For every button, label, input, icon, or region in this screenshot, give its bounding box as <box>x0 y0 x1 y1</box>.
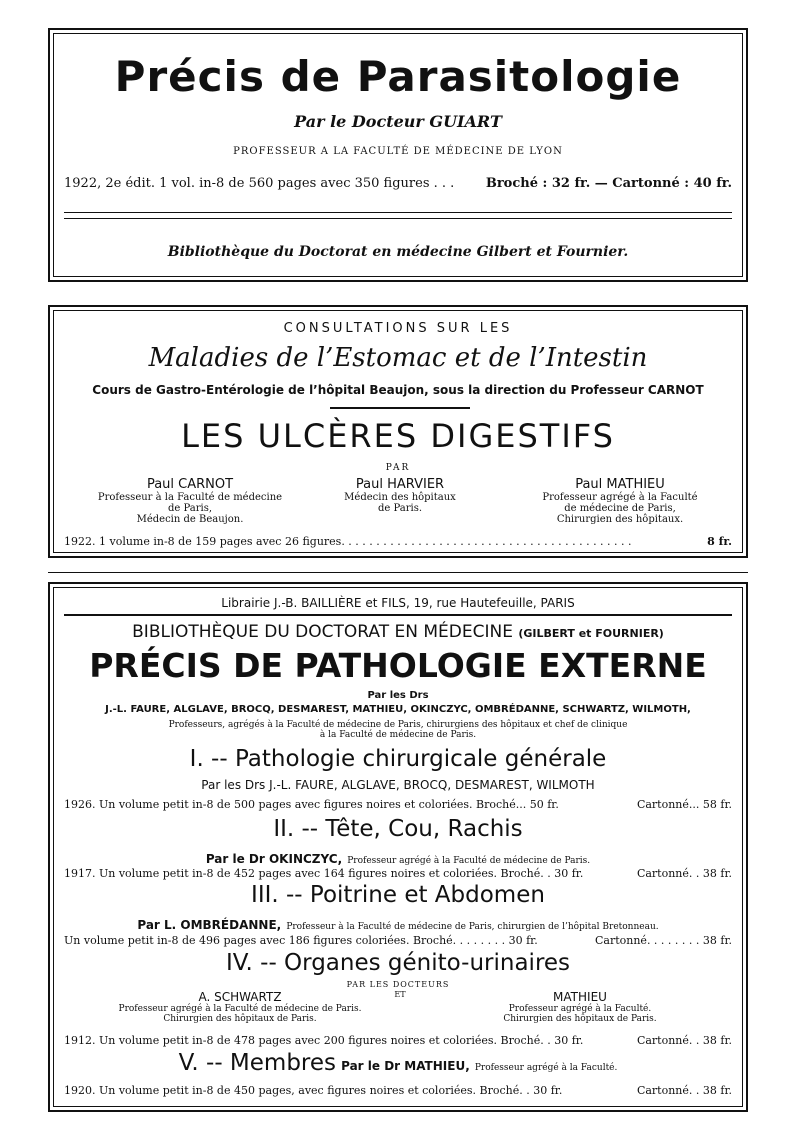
author-name: Paul HARVIER <box>355 477 445 492</box>
author-desc: de médecine de Paris, <box>564 503 676 514</box>
short-rule <box>330 407 470 409</box>
price: Cartonné. . 38 fr. <box>636 1034 732 1047</box>
volume-5-publication <box>64 1084 732 1097</box>
author-mathieu <box>450 990 710 1024</box>
authors-list: J.-L. FAURE, ALGLAVE, BROCQ, DESMAREST, MATHIEU, OKINCZYC, OMBRÉDANNE, SCHWARTZ, WILMOTH, <box>105 704 691 715</box>
author-name: Paul MATHIEU <box>575 477 665 492</box>
price: Cartonné... 58 fr. <box>636 798 732 811</box>
author-desc: de Paris, <box>167 503 213 514</box>
publisher-line: Librairie J.-B. BAILLIÈRE et FILS, 19, rue Hautefeuille, PARIS <box>221 596 575 610</box>
volume-1-authors: Par les Drs J.-L. FAURE, ALGLAVE, BROCQ, DESMAREST, WILMOTH <box>201 778 595 792</box>
volume-2-publication <box>64 867 732 880</box>
author-desc: Chirurgien des hôpitaux de Paris. <box>503 1014 657 1024</box>
author-desc: Chirurgien des hôpitaux de Paris. <box>163 1014 317 1024</box>
series-editors: (GILBERT et FOURNIER) <box>518 627 664 640</box>
author-desc: Chirurgien des hôpitaux. <box>556 514 684 525</box>
series-line <box>50 622 746 642</box>
ulceres-ad <box>48 305 748 558</box>
author-desc: Professeur à la Faculté de médecine <box>97 492 283 503</box>
volume-3-author-line <box>50 914 746 933</box>
price: Broché : 32 fr. — Cartonné : 40 fr. <box>485 176 732 191</box>
price: 8 fr. <box>707 535 732 548</box>
book-title: PRÉCIS DE PATHOLOGIE EXTERNE <box>89 646 707 685</box>
volume-2-title: II. -- Tête, Cou, Rachis <box>273 816 523 842</box>
series-name: Bibliothèque du Doctorat en médecine Gilbert et Fournier. <box>167 244 629 260</box>
author-carnot <box>90 477 290 525</box>
author-desc: Professeur agrégé à la Faculté <box>542 492 698 503</box>
publication-details: Un volume petit in-8 de 496 pages avec 186 figures coloriées. Broché. . . . . . . . 30 fr. <box>64 934 538 947</box>
publication-details: 1926. Un volume petit in-8 de 500 pages avec figures noires et coloriées. Broché... 50 fr. <box>64 798 559 811</box>
par-les: Par les Drs <box>367 690 429 701</box>
volume-4-publication <box>64 1034 732 1047</box>
volume-4-title: IV. -- Organes génito-urinaires <box>225 950 571 976</box>
author-schwartz <box>90 990 390 1024</box>
publication-details: 1922. 1 volume in-8 de 159 pages avec 26 figures. . . . . . . . . . . . . . . . . . . . . . . . . . . . . . . . . . . . . . . . . . <box>64 535 632 548</box>
author-desc: Médecin des hôpitaux <box>344 492 456 503</box>
volume-2-author-line <box>50 848 746 867</box>
series-name: BIBLIOTHÈQUE DU DOCTORAT EN MÉDECINE <box>132 622 513 642</box>
authors-desc: à la Faculté de médecine de Paris. <box>319 730 477 740</box>
volume-3-publication <box>64 934 732 947</box>
volume-5-title: V. -- Membres <box>178 1050 337 1076</box>
author-desc: Professeur agrégé à la Faculté de médecine de Paris. <box>118 1004 362 1014</box>
par-les-docteurs: PAR LES DOCTEURS <box>346 980 450 989</box>
authors-desc: Professeurs, agrégés à la Faculté de médecine de Paris, chirurgiens des hôpitaux et chef de clinique <box>168 720 628 730</box>
author-name: Paul CARNOT <box>146 477 234 492</box>
price: Cartonné. . . . . . . . 38 fr. <box>594 934 732 947</box>
parasitologie-ad <box>48 28 748 282</box>
author-desc: Professeur agrégé à la Faculté. <box>508 1004 652 1014</box>
book-title: Précis de Parasitologie <box>114 52 682 101</box>
double-rule <box>64 212 732 219</box>
author-desc: Professeur agrégé à la Faculté. <box>474 1063 618 1073</box>
publisher-rule <box>64 614 732 616</box>
publication-details: 1912. Un volume petit in-8 de 478 pages avec 200 figures noires et coloriées. Broché. . 30 fr. <box>64 1034 584 1047</box>
headline: LES ULCÈRES DIGESTIFS <box>181 417 615 455</box>
author-name: Par le Dr MATHIEU, <box>341 1059 470 1073</box>
author-position: PROFESSEUR A LA FACULTÉ DE MÉDECINE DE LYON <box>233 146 563 157</box>
book-author: Par le Docteur GUIART <box>294 112 502 131</box>
separator-rule <box>48 572 748 573</box>
author-name: MATHIEU <box>553 990 607 1004</box>
kicker: CONSULTATIONS SUR LES <box>283 321 513 336</box>
subject-title: Maladies de l’Estomac et de l’Intestin <box>148 343 648 373</box>
volume-5-line <box>50 1050 746 1076</box>
par-label: PAR <box>385 463 411 473</box>
publication-details: 1917. Un volume petit in-8 de 452 pages avec 164 figures noires et coloriées. Broché. . 30 fr. <box>64 867 584 880</box>
et-label: ET <box>394 990 406 999</box>
publication-line <box>64 176 732 191</box>
price: Cartonné. . 38 fr. <box>636 1084 732 1097</box>
volume-3-title: III. -- Poitrine et Abdomen <box>251 882 545 908</box>
volume-1-publication <box>64 798 732 811</box>
author-name: Par le Dr OKINCZYC, <box>205 852 343 866</box>
author-harvier <box>310 477 490 514</box>
publication-details: 1922, 2e édit. 1 vol. in-8 de 560 pages avec 350 figures . . . <box>64 176 455 191</box>
price: Cartonné. . 38 fr. <box>636 867 732 880</box>
author-desc: Professeur à la Faculté de médecine de Paris, chirurgien de l’hôpital Bretonneau. <box>286 922 659 932</box>
volume-1-title: I. -- Pathologie chirurgicale générale <box>189 746 607 772</box>
publication-line <box>64 535 732 548</box>
author-desc: Médecin de Beaujon. <box>136 514 244 525</box>
author-desc: Professeur agrégé à la Faculté de médecine de Paris. <box>347 856 591 866</box>
author-name: A. SCHWARTZ <box>198 990 282 1004</box>
author-name: Par L. OMBRÉDANNE, <box>137 918 282 932</box>
pathologie-externe-ad <box>48 582 748 1112</box>
author-mathieu <box>520 477 720 525</box>
author-desc: de Paris. <box>377 503 423 514</box>
publication-details: 1920. Un volume petit in-8 de 450 pages, avec figures noires et coloriées. Broché. . 30 fr. <box>64 1084 563 1097</box>
course-line: Cours de Gastro-Entérologie de l’hôpital Beaujon, sous la direction du Professeur CARNOT <box>92 383 704 397</box>
